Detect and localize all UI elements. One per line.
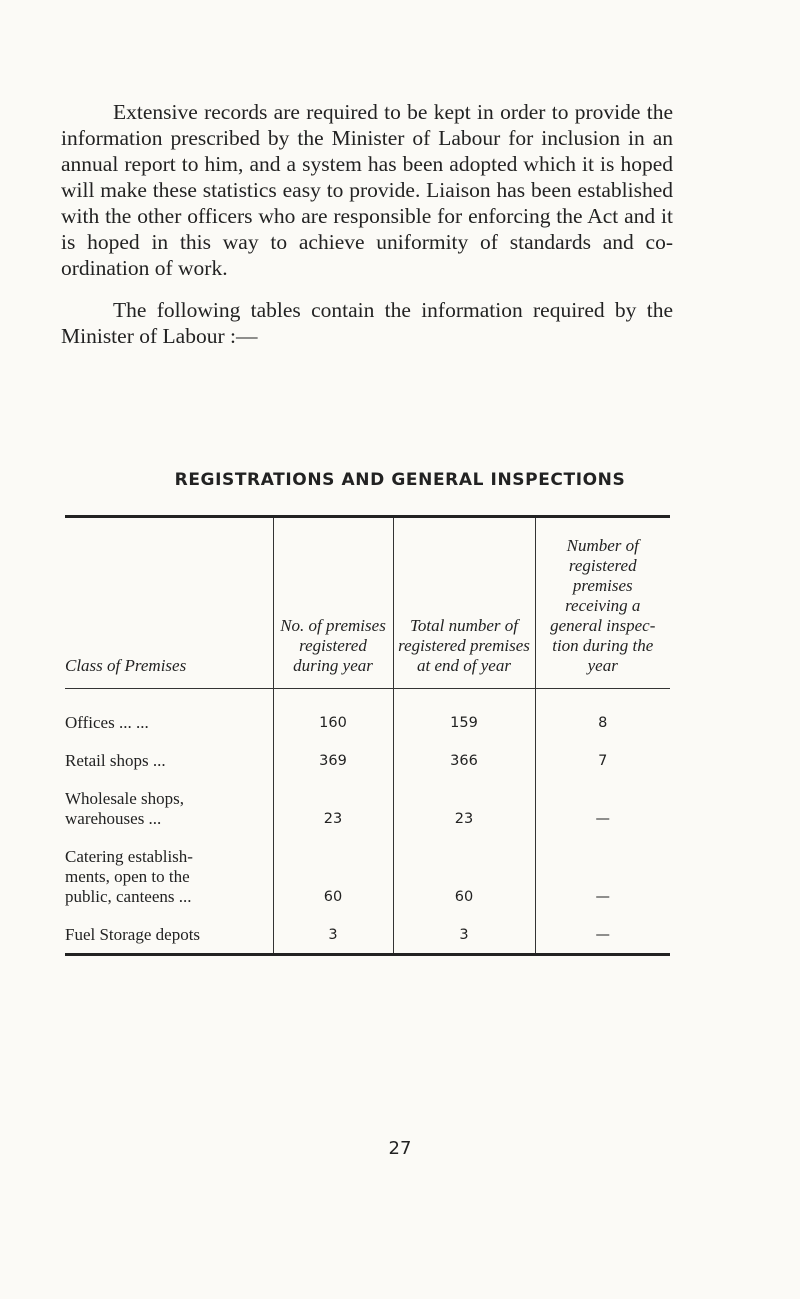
registrations-table [65, 515, 670, 956]
cell-registered: 369 [273, 733, 393, 771]
table-header-row [65, 517, 670, 689]
table-row [65, 829, 670, 907]
table-row [65, 771, 670, 829]
registrations-table-container [65, 515, 670, 956]
table-row [65, 733, 670, 771]
row-label: Catering establish- ments, open to the public, canteens ... [65, 847, 193, 906]
cell-inspected: 7 [535, 733, 670, 771]
paragraph-tables-intro: The following tables contain the information required by the Minister of Labour :— [61, 298, 673, 348]
cell-inspected: 8 [535, 689, 670, 734]
table-row [65, 689, 670, 734]
cell-total: 60 [393, 829, 535, 907]
cell-total: 3 [393, 907, 535, 955]
cell-registered: 60 [273, 829, 393, 907]
column-header-registered: No. of premises registered during year [273, 517, 393, 689]
cell-inspected: — [535, 907, 670, 955]
cell-total: 159 [393, 689, 535, 734]
cell-registered: 3 [273, 907, 393, 955]
cell-total: 366 [393, 733, 535, 771]
cell-registered: 160 [273, 689, 393, 734]
table-title: REGISTRATIONS AND GENERAL INSPECTIONS [174, 470, 626, 490]
column-header-class: Class of Premises [65, 517, 273, 689]
column-header-total: Total number of registered premises at end of year [393, 517, 535, 689]
cell-inspected: — [535, 771, 670, 829]
cell-inspected: — [535, 829, 670, 907]
row-label: Offices ... ... [65, 713, 149, 732]
table-row [65, 907, 670, 955]
cell-total: 23 [393, 771, 535, 829]
cell-registered: 23 [273, 771, 393, 829]
row-label: Retail shops ... [65, 751, 166, 770]
page-number: 27 [388, 1138, 412, 1159]
column-header-inspected: Number of registered premises receiving a general inspec- tion during the year [535, 517, 670, 689]
paragraph-records: Extensive records are required to be kept in order to provide the information prescribed by the Minister of Labour for inclusion in an annual report to him, and a system has been adopted which it is hoped will make these statistics easy to provide. Liaison has been established with the other officers who are responsible for enforcing the Act and it is hoped in this way to achieve uniformity of standards and co-ordination of work. [61, 100, 673, 280]
row-label: Wholesale shops, warehouses ... [65, 789, 184, 828]
row-label: Fuel Storage depots [65, 925, 201, 944]
